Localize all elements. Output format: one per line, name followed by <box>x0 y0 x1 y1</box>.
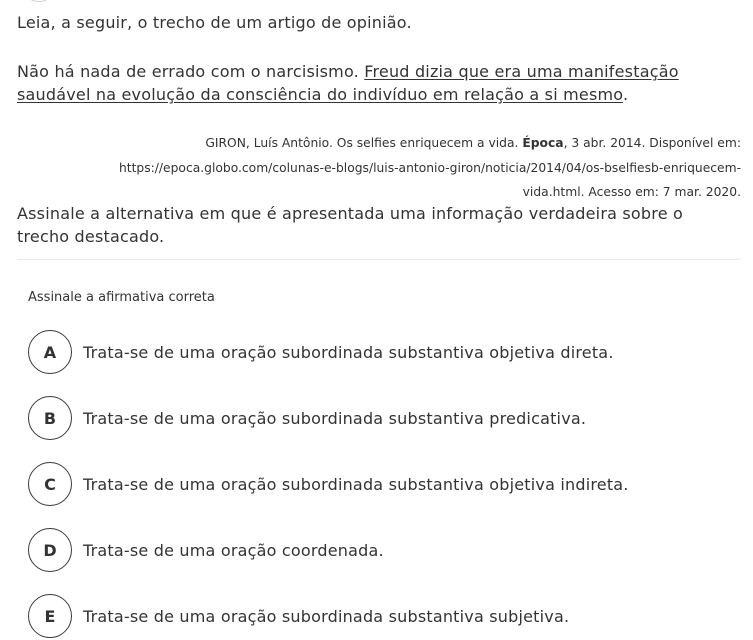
citation <box>61 131 741 205</box>
option-c[interactable] <box>28 462 629 506</box>
previous-element-remnant <box>28 0 50 2</box>
option-letter-a[interactable]: A <box>28 330 72 374</box>
option-e[interactable] <box>28 594 569 638</box>
quote-plain: Não há nada de errado com o narcisismo. <box>17 62 365 81</box>
quote-highlighted-excerpt: Freud dizia que era uma manifestação saudável na evolução da consciência do indivíduo em relação a si mesmo <box>17 62 679 104</box>
intro-text: Leia, a seguir, o trecho de um artigo de opinião. <box>17 13 412 32</box>
option-letter-b[interactable]: B <box>28 396 72 440</box>
quote-text <box>17 60 737 106</box>
option-text-a[interactable]: Trata-se de uma oração subordinada substantiva objetiva direta. <box>83 342 614 362</box>
option-a[interactable] <box>28 330 614 374</box>
option-letter-e[interactable]: E <box>28 594 72 638</box>
option-text-e[interactable]: Trata-se de uma oração subordinada substantiva subjetiva. <box>83 606 570 626</box>
citation-details: , 3 abr. 2014. Disponível em: https://epoca.globo.com/colunas-e-blogs/luis-antonio-giron/noticia/2014/04/os-bselfiesb-enriquecem-vida.html. Acesso em: 7 mar. 2020. <box>118 136 741 199</box>
option-d[interactable] <box>28 528 384 572</box>
option-letter-c[interactable]: C <box>28 462 72 506</box>
question-statement: Assinale a alternativa em que é apresentada uma informação verdadeira sobre o trecho destacado. <box>17 204 684 246</box>
option-b[interactable] <box>28 396 586 440</box>
option-text-d[interactable]: Trata-se de uma oração coordenada. <box>83 540 384 560</box>
citation-author: GIRON, Luís Antônio. Os selfies enriquecem a vida. <box>205 136 523 150</box>
option-text-b[interactable]: Trata-se de uma oração subordinada substantiva predicativa. <box>83 408 587 428</box>
option-letter-d[interactable]: D <box>28 528 72 572</box>
divider <box>17 259 740 260</box>
citation-magazine: Época <box>522 136 564 150</box>
option-text-c[interactable]: Trata-se de uma oração subordinada substantiva objetiva indireta. <box>83 474 629 494</box>
quote-end: . <box>622 85 629 104</box>
instruction-label: Assinale a afirmativa correta <box>28 290 215 305</box>
